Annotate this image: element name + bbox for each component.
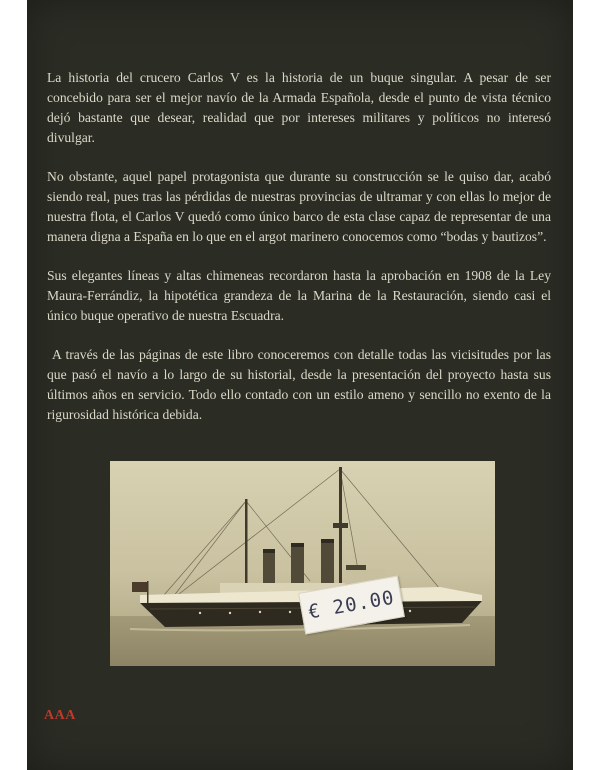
stern-flagstaff (147, 581, 149, 603)
synopsis-paragraph-1: La historia del crucero Carlos V es la historia de un buque singular. A pesar de ser concebido para ser el mejor navío de la Armada Española, desde el punto de vista técnico dejó bastante que desear, realidad que por intereses militares y políticos no interesó divulgar. (47, 70, 551, 145)
synopsis-paragraph-2: No obstante, aquel papel protagonista que durante su construcción se le quiso dar, acabó siendo real, pues tras las pérdidas de nuestras provincias de ultramar y con ellas lo mejor de nuestra flota, el Carlos V quedó como único barco de esta clase capaz de representar de una manera digna a España en lo que en el argot marinero conocemos como “bodas y bautizos”. (47, 169, 551, 244)
funnel-2 (291, 543, 304, 589)
funnel-3 (321, 539, 334, 589)
fighting-top (333, 523, 348, 528)
main-mast (245, 499, 248, 591)
cruiser-photograph (110, 461, 495, 666)
synopsis-text (47, 68, 551, 444)
book-back-cover (27, 0, 573, 770)
synopsis-paragraph-3: Sus elegantes líneas y altas chimeneas recordaron hasta la aprobación en 1908 de la Ley Maura-Ferrándiz, la hipotética grandeza de la Marina de la Restauración, siendo casi el único buque operativo de nuestra Escuadra. (47, 268, 551, 323)
publisher-logo: AAA (44, 708, 76, 723)
stern-flag (132, 582, 147, 592)
synopsis-paragraph-4: A través de las páginas de este libro conoceremos con detalle todas las vicisitudes por las que pasó el navío a lo largo de su historial, desde la presentación del proyecto hasta sus últimos años en servicio. Todo ello contado con un estilo ameno y sencillo no exento de la rigurosidad histórica debida. (47, 347, 551, 422)
price-sticker: € 20.00 (298, 576, 405, 635)
ship-illustration (110, 461, 495, 666)
